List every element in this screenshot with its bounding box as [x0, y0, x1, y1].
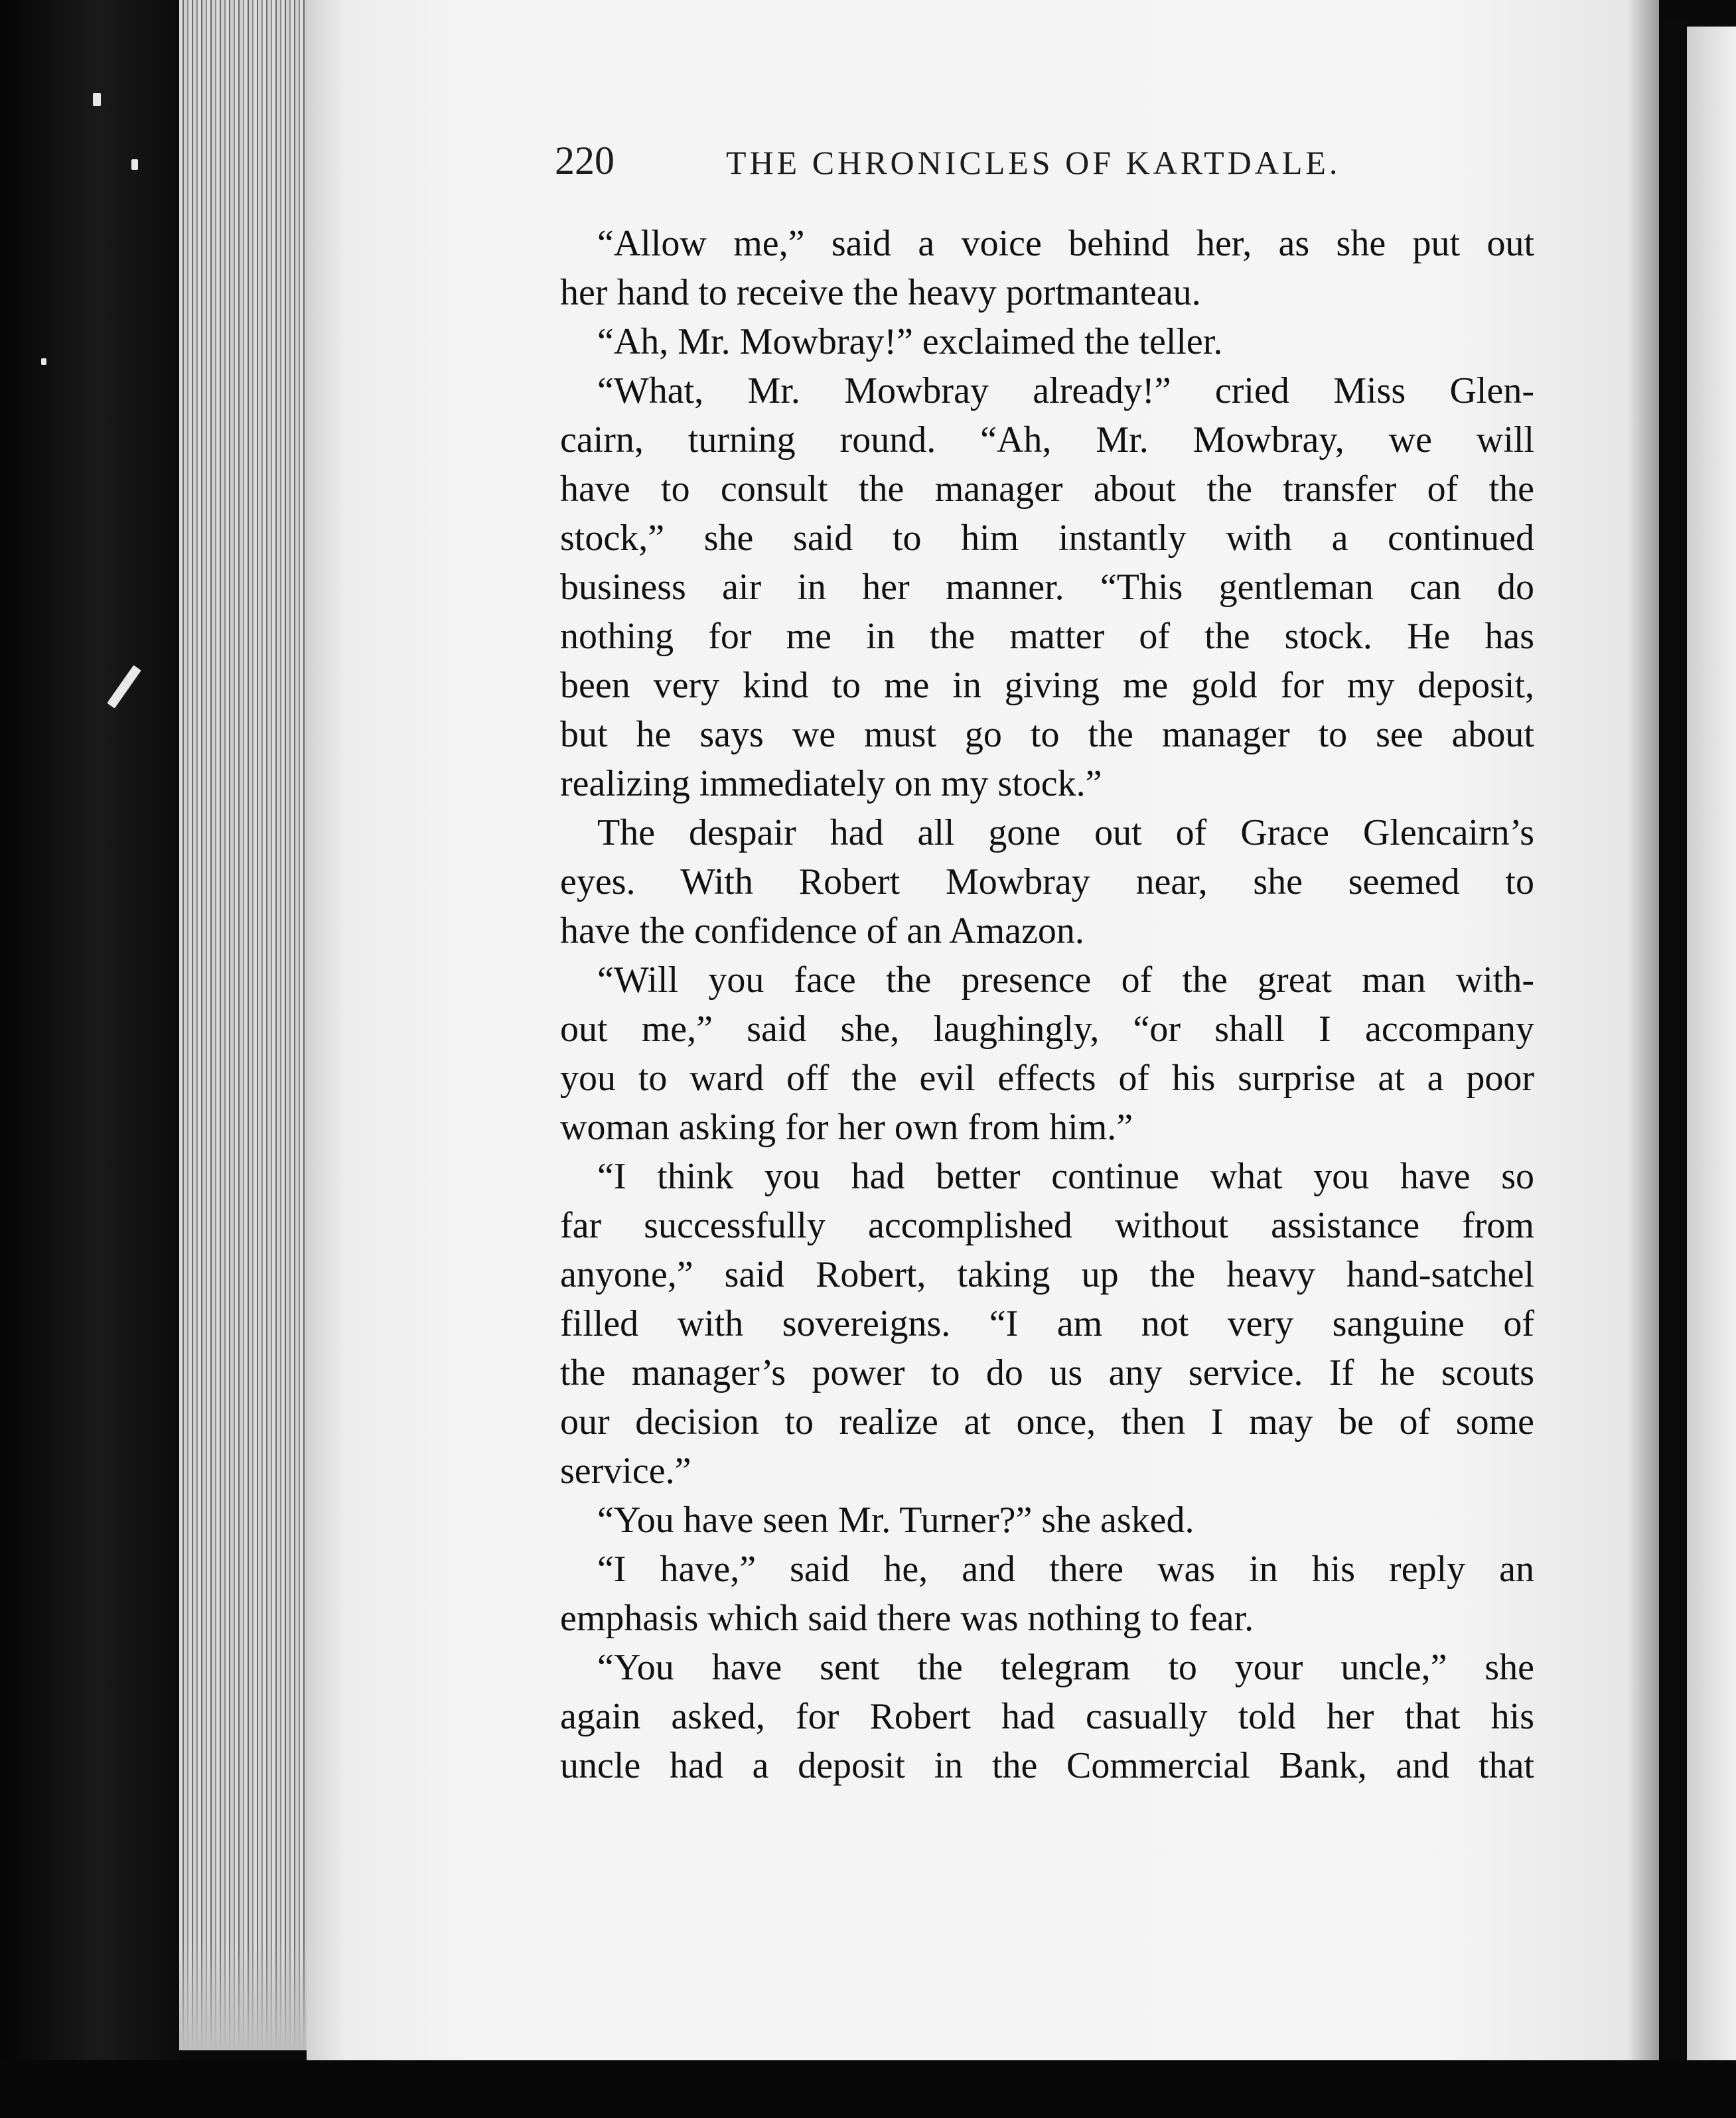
- text-line: “Ah, Mr. Mowbray!” exclaimed the teller.: [597, 321, 1223, 362]
- text-line: service.”: [560, 1450, 691, 1492]
- body-text: [560, 219, 1534, 1790]
- gutter-speck: [107, 665, 141, 708]
- text-line: “You have seen Mr. Turner?” she asked.: [597, 1500, 1194, 1541]
- text-line: out me,” said she, laughingly, “or shall I accompany: [560, 1009, 1534, 1050]
- text-line: eyes. With Robert Mowbray near, she seemed to: [560, 861, 1534, 902]
- text-line: realizing immediately on my stock.”: [560, 763, 1102, 804]
- gutter-speck: [41, 358, 46, 365]
- page-number: 220: [555, 139, 615, 182]
- text-line: “What, Mr. Mowbray already!” cried Miss Glen-: [597, 370, 1534, 411]
- text-line: but he says we must go to the manager to see about: [560, 714, 1534, 755]
- bottom-shadow: [0, 2060, 1736, 2118]
- text-line: anyone,” said Robert, taking up the heavy hand-satchel: [560, 1254, 1534, 1295]
- next-page-edge: [1687, 27, 1736, 2083]
- text-line: filled with sovereigns. “I am not very sanguine of: [560, 1303, 1534, 1344]
- text-line: “You have sent the telegram to your uncle,” she: [597, 1647, 1534, 1688]
- text-line: The despair had all gone out of Grace Glencairn’s: [597, 812, 1534, 853]
- right-edge-bar: [1664, 20, 1687, 2083]
- left-gutter: [0, 0, 179, 2118]
- text-line: you to ward off the evil effects of his surprise at a poor: [560, 1058, 1534, 1099]
- gutter-speck: [93, 93, 101, 106]
- gutter-speck: [131, 159, 138, 170]
- text-line: the manager’s power to do us any service. If he scouts: [560, 1352, 1534, 1393]
- text-line: cairn, turning round. “Ah, Mr. Mowbray, we will: [560, 419, 1534, 460]
- text-line: nothing for me in the matter of the stock. He has: [560, 616, 1534, 657]
- text-line: “Will you face the presence of the great man with-: [597, 959, 1534, 1001]
- text-line: been very kind to me in giving me gold for my deposit,: [560, 665, 1534, 706]
- text-line: have to consult the manager about the transfer of the: [560, 468, 1534, 510]
- text-line: emphasis which said there was nothing to fear.: [560, 1598, 1254, 1639]
- text-line: business air in her manner. “This gentleman can do: [560, 567, 1534, 608]
- text-line: “I think you had better continue what you have so: [597, 1156, 1534, 1197]
- text-line: far successfully accomplished without assistance from: [560, 1205, 1534, 1246]
- text-line: have the confidence of an Amazon.: [560, 910, 1084, 952]
- text-line: “I have,” said he, and there was in his reply an: [597, 1549, 1534, 1590]
- text-line: again asked, for Robert had casually told her that his: [560, 1696, 1534, 1737]
- text-line: stock,” she said to him instantly with a continued: [560, 518, 1534, 559]
- stacked-page-edges: [179, 0, 312, 2050]
- text-line: woman asking for her own from him.”: [560, 1107, 1133, 1148]
- text-line: uncle had a deposit in the Commercial Bank, and that: [560, 1745, 1534, 1786]
- running-header: [555, 138, 1358, 184]
- running-title: THE CHRONICLES OF KARTDALE.: [726, 144, 1341, 181]
- text-line: “Allow me,” said a voice behind her, as she put out: [597, 223, 1534, 264]
- text-line: her hand to receive the heavy portmanteau.: [560, 272, 1201, 313]
- text-line: our decision to realize at once, then I may be of some: [560, 1401, 1534, 1443]
